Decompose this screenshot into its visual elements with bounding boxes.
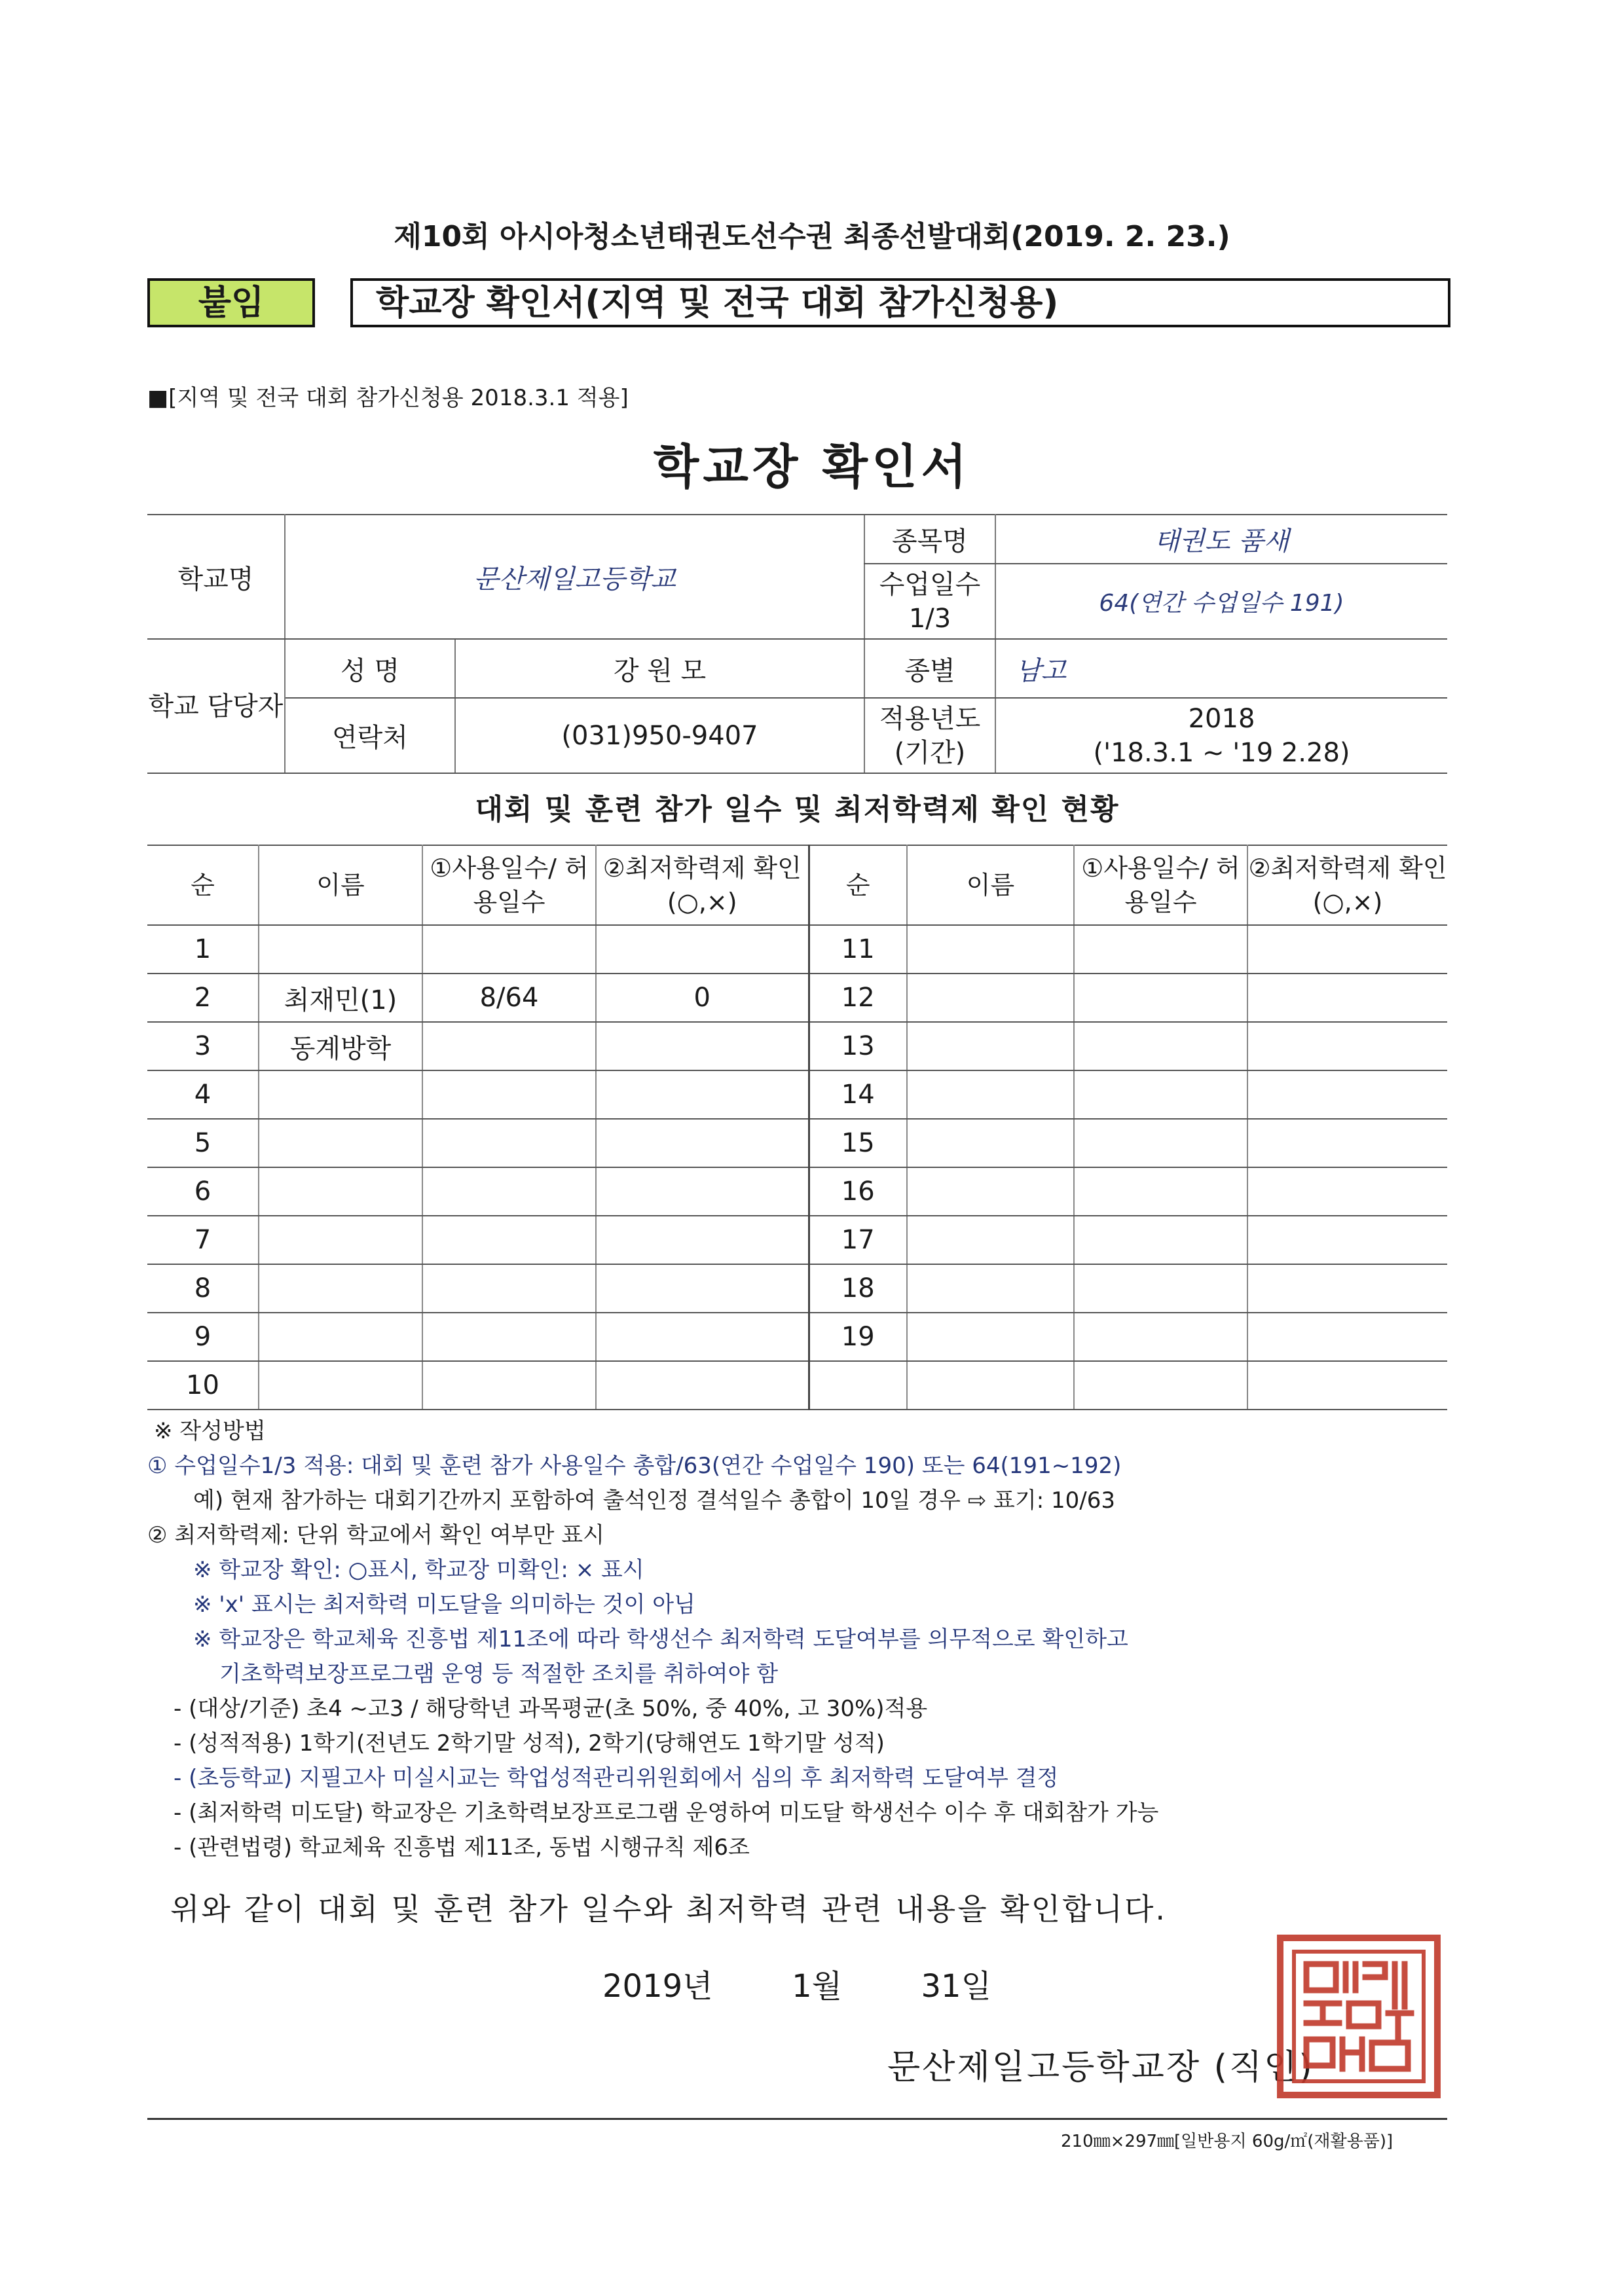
bottom-rule xyxy=(147,2118,1447,2120)
document-title: 학교장 확인서 xyxy=(653,439,971,494)
seal-icon xyxy=(1290,1948,1428,2085)
row-check-2 xyxy=(1247,1361,1447,1410)
sport-label: 종목명 xyxy=(864,515,995,564)
row-name xyxy=(259,1216,422,1264)
col-header-no-2: 순 xyxy=(809,845,907,925)
instruction-1: ① 수업일수1/3 적용: 대회 및 훈련 참가 사용일수 총합/63(연간 수업일수 190) 또는 64(191~192) xyxy=(147,1453,1122,1479)
row-no-2: 14 xyxy=(809,1070,907,1119)
row-check-2 xyxy=(1247,974,1447,1022)
row-no: 6 xyxy=(147,1167,259,1216)
row-name: 동계방학 xyxy=(259,1022,422,1070)
paper-spec: 210㎜×297㎜[일반용지 60g/㎡(재활용품)] xyxy=(1061,2132,1393,2151)
row-days-2 xyxy=(1074,974,1247,1022)
row-days xyxy=(422,1070,596,1119)
instruction-4: ※ 학교장 확인: ○표시, 학교장 미확인: × 표시 xyxy=(193,1557,644,1583)
row-no-2 xyxy=(809,1361,907,1410)
row-name-2 xyxy=(907,1167,1074,1216)
col-header-no: 순 xyxy=(147,845,259,925)
row-days xyxy=(422,1167,596,1216)
instructions-heading: ※ 작성방법 xyxy=(154,1418,266,1444)
instruction-5: ※ 'x' 표시는 최저학력 미도달을 의미하는 것이 아님 xyxy=(193,1592,695,1618)
row-check-2 xyxy=(1247,1119,1447,1167)
instruction-10: - (초등학교) 지필고사 미실시교는 학업성적관리위원회에서 심의 후 최저학력 도달여부 결정 xyxy=(174,1765,1059,1791)
year-cell xyxy=(995,698,1447,773)
row-name xyxy=(259,1167,422,1216)
col-header-check-2: ②최저학력제 확인(○,×) xyxy=(1247,845,1447,925)
col-header-days-2: ①사용일수/ 허용일수 xyxy=(1074,845,1247,925)
date-year: 2019년 xyxy=(602,1968,713,2005)
participation-table xyxy=(147,845,1447,1410)
instruction-6: ※ 학교장은 학교체육 진흥법 제11조에 따라 학생선수 최저학력 도달여부를 의무적으로 확인하고 xyxy=(193,1626,1128,1652)
row-days-2 xyxy=(1074,1216,1247,1264)
school-name-value: 문산제일고등학교 xyxy=(285,515,864,639)
row-name xyxy=(259,1119,422,1167)
form-heading: 학교장 확인서(지역 및 전국 대회 참가신청용) xyxy=(350,278,1450,327)
row-no: 3 xyxy=(147,1022,259,1070)
table-row xyxy=(147,1264,1447,1313)
row-check-2 xyxy=(1247,1167,1447,1216)
table-header-row xyxy=(147,845,1447,925)
row-days-2 xyxy=(1074,1167,1247,1216)
class-days-value: 64(연간 수업일수 191) xyxy=(995,564,1447,639)
col-header-days: ①사용일수/ 허용일수 xyxy=(422,845,596,925)
row-no-2: 18 xyxy=(809,1264,907,1313)
row-name-2 xyxy=(907,1361,1074,1410)
row-no: 9 xyxy=(147,1313,259,1361)
instruction-3: ② 최저학력제: 단위 학교에서 확인 여부만 표시 xyxy=(147,1522,604,1548)
row-name-2 xyxy=(907,1216,1074,1264)
contact-label: 연락처 xyxy=(285,698,455,773)
row-check-2 xyxy=(1247,1313,1447,1361)
row-check xyxy=(596,1264,809,1313)
manager-name: 강 원 모 xyxy=(455,639,864,698)
row-no-2: 16 xyxy=(809,1167,907,1216)
table-row xyxy=(147,1022,1447,1070)
row-days-2 xyxy=(1074,1022,1247,1070)
principal-signature: 문산제일고등학교장 (직인) xyxy=(887,2048,1314,2087)
row-no: 1 xyxy=(147,925,259,974)
row-check-2 xyxy=(1247,925,1447,974)
row-check xyxy=(596,1070,809,1119)
period-value: ('18.3.1 ~ '19 2.28) xyxy=(1093,737,1350,768)
table-row xyxy=(147,1167,1447,1216)
table-row xyxy=(147,1313,1447,1361)
row-days xyxy=(422,1361,596,1410)
row-check xyxy=(596,1167,809,1216)
confirmation-statement: 위와 같이 대회 및 훈련 참가 일수와 최저학력 관련 내용을 확인합니다. xyxy=(170,1891,1168,1927)
col-header-check: ②최저학력제 확인(○,×) xyxy=(596,845,809,925)
row-days xyxy=(422,1022,596,1070)
year-label: 적용년도 (기간) xyxy=(864,698,995,773)
instruction-11: - (최저학력 미도달) 학교장은 기초학력보장프로그램 운영하여 미도달 학생선수 이수 후 대회참가 가능 xyxy=(174,1800,1159,1826)
instructions xyxy=(147,1414,1457,1865)
issue-date xyxy=(602,1961,991,2006)
row-days xyxy=(422,1216,596,1264)
row-no-2: 17 xyxy=(809,1216,907,1264)
sport-value: 태권도 품새 xyxy=(995,515,1447,564)
row-check xyxy=(596,1361,809,1410)
row-no: 5 xyxy=(147,1119,259,1167)
row-check xyxy=(596,925,809,974)
table-row xyxy=(147,974,1447,1022)
instruction-2: 예) 현재 참가하는 대회기간까지 포함하여 출석인정 결석일수 총합이 10일 경우 ⇨ 표기: 10/63 xyxy=(193,1487,1115,1514)
row-check-2 xyxy=(1247,1022,1447,1070)
row-name-2 xyxy=(907,1313,1074,1361)
row-days xyxy=(422,1264,596,1313)
row-name-2 xyxy=(907,1264,1074,1313)
instruction-8: - (대상/기준) 초4 ~고3 / 해당학년 과목평균(초 50%, 중 40%, 고 30%)적용 xyxy=(174,1696,928,1722)
row-days-2 xyxy=(1074,1313,1247,1361)
row-days-2 xyxy=(1074,1119,1247,1167)
table-row xyxy=(147,1070,1447,1119)
row-check-2 xyxy=(1247,1264,1447,1313)
row-name xyxy=(259,1361,422,1410)
row-days xyxy=(422,1119,596,1167)
row-no: 10 xyxy=(147,1361,259,1410)
row-no-2: 15 xyxy=(809,1119,907,1167)
instruction-9: - (성적적용) 1학기(전년도 2학기말 성적), 2학기(당해연도 1학기말 성적) xyxy=(174,1730,885,1757)
row-name-2 xyxy=(907,925,1074,974)
row-no-2: 19 xyxy=(809,1313,907,1361)
contact-value: (031)950-9407 xyxy=(455,698,864,773)
school-name-label: 학교명 xyxy=(147,515,285,639)
official-seal-stamp xyxy=(1277,1935,1441,2098)
table-row xyxy=(147,1119,1447,1167)
category-label: 종별 xyxy=(864,639,995,698)
row-no-2: 12 xyxy=(809,974,907,1022)
row-name xyxy=(259,1313,422,1361)
row-days-2 xyxy=(1074,1070,1247,1119)
row-name: 최재민(1) xyxy=(259,974,422,1022)
event-title: 제10회 아시아청소년태권도선수권 최종선발대회(2019. 2. 23.) xyxy=(394,220,1230,253)
row-name-2 xyxy=(907,1022,1074,1070)
section-title: 대회 및 훈련 참가 일수 및 최저학력제 확인 현황 xyxy=(475,793,1120,826)
attachment-tag: 붙임 xyxy=(147,278,315,327)
category-value: 남고 xyxy=(995,639,1447,698)
year-value: 2018 xyxy=(1188,703,1255,734)
row-check xyxy=(596,1119,809,1167)
school-info-table xyxy=(147,514,1447,774)
table-row xyxy=(147,925,1447,974)
row-check xyxy=(596,1216,809,1264)
row-check-2 xyxy=(1247,1216,1447,1264)
row-check: 0 xyxy=(596,974,809,1022)
row-no: 7 xyxy=(147,1216,259,1264)
row-days-2 xyxy=(1074,925,1247,974)
table-row xyxy=(147,1361,1447,1410)
class-days-label: 수업일수 1/3 xyxy=(864,564,995,639)
row-no-2: 13 xyxy=(809,1022,907,1070)
table-row xyxy=(147,1216,1447,1264)
row-check-2 xyxy=(1247,1070,1447,1119)
date-month: 1월 xyxy=(792,1968,842,2005)
row-days-2 xyxy=(1074,1361,1247,1410)
row-days xyxy=(422,1313,596,1361)
name-label: 성 명 xyxy=(285,639,455,698)
applicability-note: ■[지역 및 전국 대회 참가신청용 2018.3.1 적용] xyxy=(147,385,629,411)
instruction-7: 기초학력보장프로그램 운영 등 적절한 조치를 취하여야 함 xyxy=(219,1661,779,1687)
row-name xyxy=(259,1070,422,1119)
row-no-2: 11 xyxy=(809,925,907,974)
col-header-name: 이름 xyxy=(259,845,422,925)
row-no: 2 xyxy=(147,974,259,1022)
row-name-2 xyxy=(907,1070,1074,1119)
row-name-2 xyxy=(907,974,1074,1022)
col-header-name-2: 이름 xyxy=(907,845,1074,925)
row-name xyxy=(259,925,422,974)
row-check xyxy=(596,1022,809,1070)
row-days xyxy=(422,925,596,974)
manager-label: 학교 담당자 xyxy=(147,639,285,773)
row-days-2 xyxy=(1074,1264,1247,1313)
date-day: 31일 xyxy=(921,1968,991,2005)
row-name-2 xyxy=(907,1119,1074,1167)
row-no: 8 xyxy=(147,1264,259,1313)
row-check xyxy=(596,1313,809,1361)
row-days: 8/64 xyxy=(422,974,596,1022)
row-name xyxy=(259,1264,422,1313)
row-no: 4 xyxy=(147,1070,259,1119)
instruction-12: - (관련법령) 학교체육 진흥법 제11조, 동법 시행규칙 제6조 xyxy=(174,1834,750,1861)
